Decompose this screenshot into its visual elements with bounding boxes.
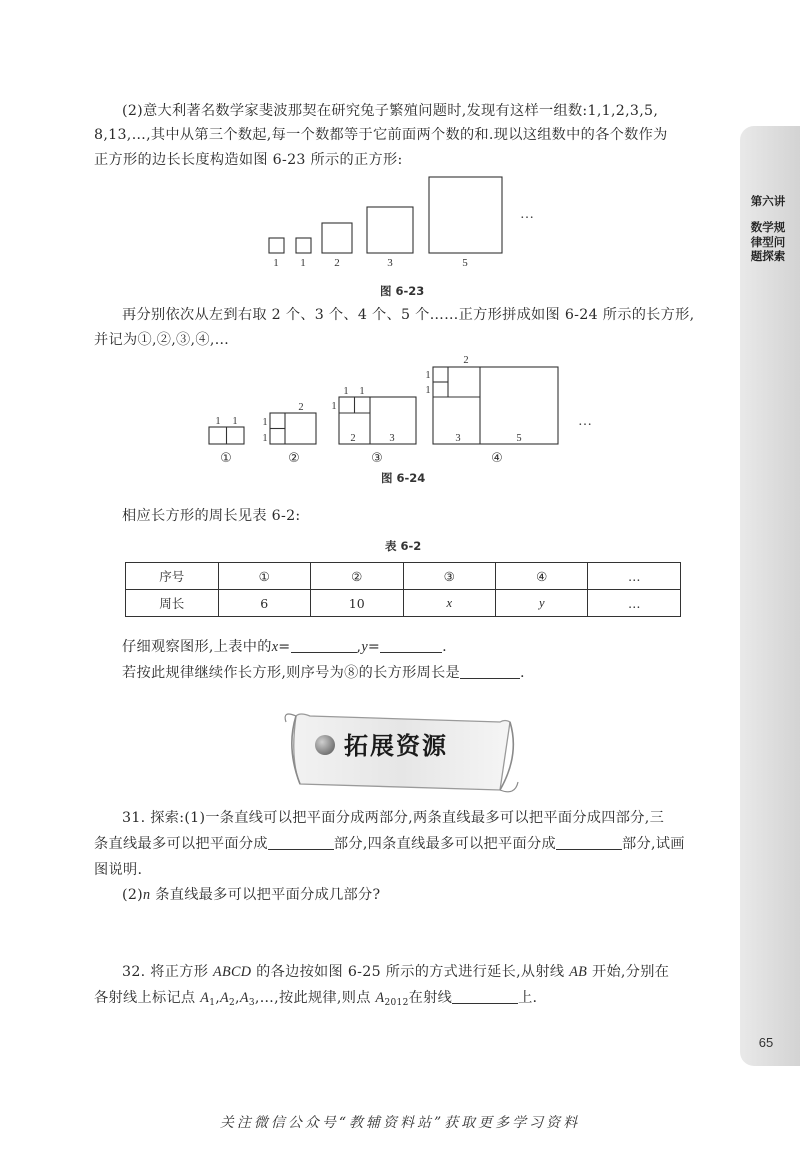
caption-6-24: 图 6-24 bbox=[381, 471, 426, 485]
table-cell: 序号 bbox=[126, 563, 219, 590]
r3-top-b: 1 bbox=[359, 386, 365, 397]
intro-line2: 8,13,…,其中从第三个数起,每一个数都等于它前面两个数的和.现以这组数中的各个数作为 bbox=[94, 127, 668, 143]
q31-line3: 图说明. bbox=[94, 862, 143, 878]
r2-left-b: 1 bbox=[262, 433, 268, 444]
r4-bottom-b: 5 bbox=[516, 433, 522, 444]
q32-text-a: 32. 将正方形 bbox=[122, 964, 214, 980]
r2-left-a: 1 bbox=[262, 417, 268, 428]
a-letter: A bbox=[375, 990, 385, 1006]
rect-label-4: ④ bbox=[491, 451, 503, 466]
n-var: n bbox=[143, 887, 151, 903]
label-5: 5 bbox=[462, 257, 468, 269]
rect-label-1: ① bbox=[220, 451, 232, 466]
q31-part2-text: 条直线最多可以把平面分成几部分? bbox=[150, 887, 381, 903]
y-var: y bbox=[361, 639, 368, 655]
table-cell: y bbox=[495, 590, 587, 617]
r4-left-b: 1 bbox=[425, 385, 431, 396]
r3-top-a: 1 bbox=[343, 386, 349, 397]
table-cell: ② bbox=[310, 563, 403, 590]
q32-line1 bbox=[94, 960, 722, 986]
eq-sign: = bbox=[278, 639, 291, 655]
x-var: x bbox=[271, 639, 279, 655]
side-topic: 数学规律型问题探索 bbox=[750, 220, 786, 263]
table-cell: 周长 bbox=[126, 590, 219, 617]
bullet-ball-icon bbox=[315, 735, 335, 755]
a-letter: A bbox=[239, 990, 249, 1006]
label-3: 3 bbox=[387, 257, 393, 269]
sep: , bbox=[235, 990, 240, 1006]
r3-bottom-a: 2 bbox=[350, 433, 356, 444]
a-letter: A bbox=[200, 990, 210, 1006]
table-cell: 10 bbox=[310, 590, 403, 617]
sub-2012: 2012 bbox=[384, 998, 409, 1008]
r4-top: 2 bbox=[463, 355, 469, 366]
abcd: ABCD bbox=[213, 964, 252, 980]
period: . bbox=[520, 665, 525, 681]
ellipsis-624: … bbox=[578, 414, 592, 429]
q32-text-e: ,…,按此规律,则点 bbox=[254, 990, 376, 1006]
rect-label-2: ② bbox=[288, 451, 300, 466]
q31-line2 bbox=[94, 832, 722, 858]
page-number: 65 bbox=[758, 1035, 774, 1050]
table-caption: 表 6-2 bbox=[385, 539, 422, 553]
r2-top: 2 bbox=[298, 402, 304, 413]
sub-1: 1 bbox=[209, 998, 216, 1008]
r1-top-a: 1 bbox=[215, 416, 221, 427]
period: . bbox=[442, 639, 447, 655]
para3: 相应长方形的周长见表 6-2: bbox=[122, 508, 301, 524]
label-2: 2 bbox=[334, 257, 340, 269]
table-cell: … bbox=[588, 563, 681, 590]
rect-label-3: ③ bbox=[371, 451, 383, 466]
q31-part2: (2) bbox=[122, 887, 143, 903]
q31-text-b: 部分,四条直线最多可以把平面分成 bbox=[333, 836, 556, 852]
fill-a-text: 仔细观察图形,上表中的 bbox=[122, 639, 272, 655]
table-cell: ③ bbox=[403, 563, 495, 590]
q31-blank-4-lines[interactable] bbox=[556, 835, 622, 850]
q32-text-g: 上. bbox=[518, 990, 538, 1006]
table-cell: x bbox=[403, 590, 495, 617]
q32-line2 bbox=[94, 986, 722, 1017]
sub-3: 3 bbox=[248, 998, 255, 1008]
table-cell: ① bbox=[218, 563, 310, 590]
r4-bottom-a: 3 bbox=[455, 433, 461, 444]
banner-title: 拓展资源 bbox=[344, 732, 448, 760]
para2-line1: 再分别依次从左到右取 2 个、3 个、4 个、5 个……正方形拼成如图 6-24 所示的长方形, bbox=[122, 307, 695, 323]
eq-sign: = bbox=[367, 639, 381, 655]
table-cell: 6 bbox=[218, 590, 310, 617]
table-cell: … bbox=[588, 590, 681, 617]
q32-text-d: 各射线上标记点 bbox=[94, 990, 201, 1006]
r3-bottom-b: 3 bbox=[389, 433, 395, 444]
label-1a: 1 bbox=[273, 257, 279, 269]
sep: , bbox=[215, 990, 221, 1006]
q32-ray-blank[interactable] bbox=[452, 989, 518, 1004]
r3-left: 1 bbox=[331, 401, 337, 412]
ellipsis-623: … bbox=[520, 207, 534, 222]
r4-left-a: 1 bbox=[425, 370, 431, 381]
table-cell: ④ bbox=[495, 563, 587, 590]
a-letter: A bbox=[220, 990, 230, 1006]
q31-text-c: 部分,试画 bbox=[621, 836, 685, 852]
r1-top-b: 1 bbox=[232, 416, 238, 427]
side-chapter: 第六讲 bbox=[750, 194, 786, 208]
footer-note: 关注微信公众号“教辅资料站”获取更多学习资料 bbox=[219, 1115, 581, 1131]
label-1b: 1 bbox=[300, 257, 306, 269]
ab: AB bbox=[569, 964, 588, 980]
intro-line1: (2)意大利著名数学家斐波那契在研究兔子繁殖问题时,发现有这样一组数:1,1,2,3,5, bbox=[122, 103, 659, 119]
q32-text-b: 的各边按如图 6-25 所示的方式进行延长,从射线 bbox=[251, 964, 570, 980]
para2-line2: 并记为①,②,③,④,… bbox=[94, 332, 230, 348]
q31-blank-3-lines[interactable] bbox=[268, 835, 334, 850]
q31-text-a: 条直线最多可以把平面分成 bbox=[94, 836, 268, 852]
q32-text-c: 开始,分别在 bbox=[587, 964, 670, 980]
fill-b-text: 若按此规律继续作长方形,则序号为⑧的长方形周长是 bbox=[122, 665, 461, 681]
comma: , bbox=[356, 639, 362, 655]
sub-2: 2 bbox=[229, 998, 236, 1008]
q32-text-f: 在射线 bbox=[408, 990, 453, 1006]
intro-line3: 正方形的边长长度构造如图 6-23 所示的正方形: bbox=[94, 152, 403, 168]
q31-line4 bbox=[94, 883, 722, 909]
q31-line1: 31. 探索:(1)一条直线可以把平面分成两部分,两条直线最多可以把平面分成四部分,三 bbox=[122, 810, 665, 826]
caption-6-23: 图 6-23 bbox=[380, 284, 425, 298]
